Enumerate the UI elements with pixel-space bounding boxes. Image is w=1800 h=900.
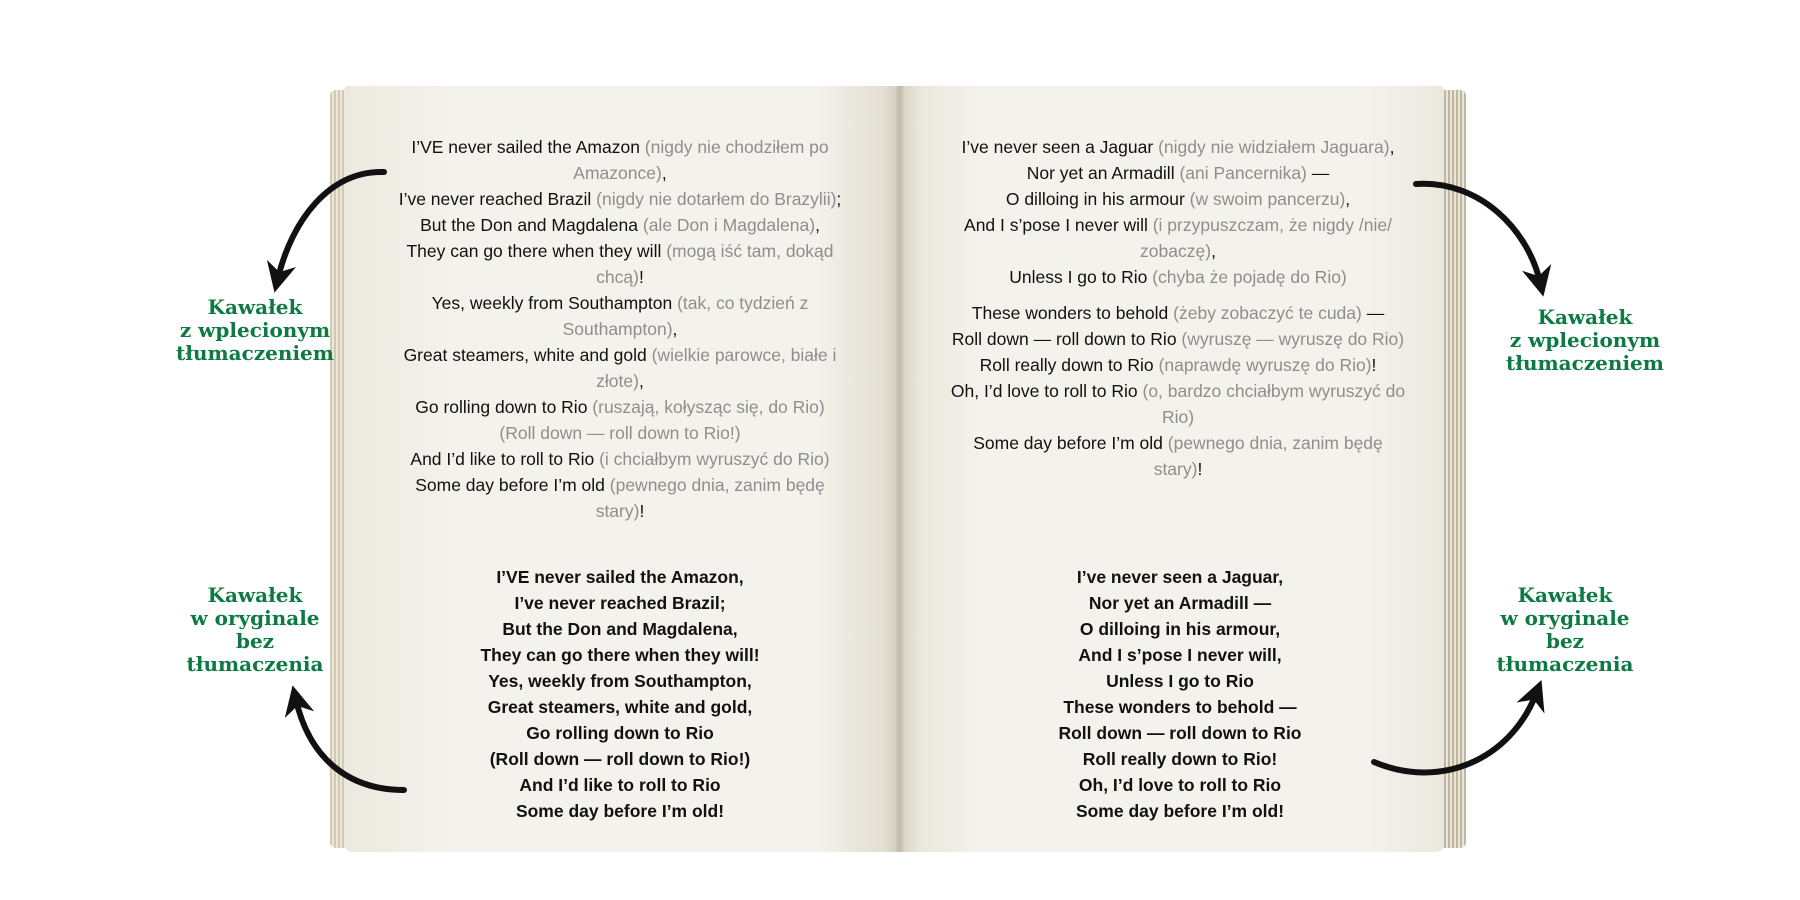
- english-text: Some day before I’m old: [973, 433, 1168, 453]
- verse-line: [390, 446, 850, 472]
- punctuation: !: [1371, 355, 1377, 375]
- polish-translation: (tak, co tydzień z Southampton): [562, 293, 809, 339]
- polish-translation: (ani Pancernika): [1179, 163, 1307, 183]
- polish-translation: (i przypuszczam, że nigdy /nie/ zobaczę): [1140, 215, 1392, 261]
- english-text: Roll down — roll down to Rio: [951, 329, 1182, 349]
- original-line: I’ve never reached Brazil;: [514, 593, 726, 613]
- label-line: bez: [1545, 629, 1585, 653]
- verse-line: [948, 326, 1408, 352]
- english-text: But the Don and Magdalena: [420, 215, 643, 235]
- original-line: And I s’pose I never will,: [1078, 645, 1282, 665]
- original-line: Some day before I’m old!: [1075, 801, 1285, 821]
- english-text: I’VE never sailed the Amazon: [411, 137, 645, 157]
- english-text: These wonders to behold: [971, 303, 1174, 323]
- english-text: Yes, weekly from Southampton: [431, 293, 678, 313]
- english-text: Go rolling down to Rio: [415, 397, 593, 417]
- punctuation: ,: [661, 163, 667, 183]
- punctuation: !: [639, 501, 645, 521]
- punctuation: ,: [1211, 241, 1216, 261]
- verse-line: [948, 430, 1408, 482]
- polish-translation: (wyruszę — wyruszę do Rio): [1181, 329, 1405, 349]
- original-line: I’ve never seen a Jaguar,: [1076, 567, 1284, 587]
- stanza-gap: [948, 290, 1408, 300]
- original-line: These wonders to behold —: [1063, 697, 1297, 717]
- polish-translation: (naprawdę wyruszę do Rio): [1158, 355, 1372, 375]
- verse-line: [948, 134, 1408, 160]
- verse-line: [390, 290, 850, 342]
- right-original-verse: [980, 564, 1380, 824]
- original-line: Some day before I’m old!: [515, 801, 725, 821]
- original-line: But the Don and Magdalena,: [502, 619, 738, 639]
- original-line: Yes, weekly from Southampton,: [488, 671, 752, 691]
- label-original-right: [1470, 584, 1660, 676]
- verse-line: [948, 212, 1408, 264]
- label-line: z wplecionym: [1509, 328, 1661, 352]
- original-line: They can go there when they will!: [480, 645, 760, 665]
- polish-translation: (ruszają, kołysząc się, do Rio): [592, 397, 825, 417]
- verse-line: [948, 352, 1408, 378]
- english-text: Oh, I’d love to roll to Rio: [950, 381, 1143, 401]
- label-line: tłumaczeniem: [1506, 351, 1664, 375]
- verse-line: [948, 378, 1408, 430]
- polish-translation: (mogą iść tam, dokąd chcą): [596, 241, 834, 287]
- punctuation: ,: [672, 319, 678, 339]
- polish-translation: (ale Don i Magdalena): [642, 215, 816, 235]
- polish-translation: (o, bardzo chciałbym wyruszyć do Rio): [1142, 381, 1406, 427]
- original-line: Nor yet an Armadill —: [1088, 593, 1272, 613]
- label-line: w oryginale: [1500, 606, 1630, 630]
- original-line: O dilloing in his armour,: [1079, 619, 1281, 639]
- english-text: Roll really down to Rio: [979, 355, 1159, 375]
- verse-line: [390, 186, 850, 212]
- polish-translation: (i chciałbym wyruszyć do Rio): [599, 449, 830, 469]
- english-text: I’ve never reached Brazil: [398, 189, 597, 209]
- punctuation: ;: [836, 189, 842, 209]
- verse-line: [390, 134, 850, 186]
- english-text: Great steamers, white and gold: [403, 345, 652, 365]
- verse-line: [948, 300, 1408, 326]
- punctuation: !: [638, 267, 644, 287]
- polish-translation: (chyba że pojadę do Rio): [1152, 267, 1347, 287]
- punctuation: ,: [815, 215, 820, 235]
- label-line: bez: [235, 629, 275, 653]
- english-text: They can go there when they will: [406, 241, 667, 261]
- english-text: And I’d like to roll to Rio: [410, 449, 600, 469]
- original-line: Unless I go to Rio: [1106, 671, 1254, 691]
- verse-line: [390, 472, 850, 524]
- label-line: Kawałek: [207, 583, 303, 607]
- verse-line: [390, 342, 850, 394]
- verse-line: [390, 238, 850, 290]
- english-text: O dilloing in his armour: [1005, 189, 1190, 209]
- polish-translation: (pewnego dnia, zanim będę stary): [1153, 433, 1383, 479]
- polish-translation: (wielkie parowce, białe i złote): [596, 345, 837, 391]
- label-line: Kawałek: [1517, 583, 1613, 607]
- punctuation: ,: [1345, 189, 1351, 209]
- english-text: I’ve never seen a Jaguar: [961, 137, 1159, 157]
- left-original-verse: [420, 564, 820, 824]
- english-text: Nor yet an Armadill: [1026, 163, 1180, 183]
- polish-translation: (nigdy nie chodziłem po Amazonce): [573, 137, 829, 183]
- original-line: I’VE never sailed the Amazon,: [496, 567, 744, 587]
- punctuation: —: [1361, 303, 1385, 323]
- punctuation: ,: [638, 371, 644, 391]
- verse-line: [390, 212, 850, 238]
- original-line: Oh, I’d love to roll to Rio: [1078, 775, 1282, 795]
- verse-line: [390, 394, 850, 420]
- polish-translation: (Roll down — roll down to Rio!): [499, 423, 741, 443]
- verse-line: [390, 420, 850, 446]
- polish-translation: (w swoim pancerzu): [1189, 189, 1346, 209]
- label-line: tłumaczenia: [1496, 652, 1634, 676]
- verse-line: [948, 186, 1408, 212]
- polish-translation: (żeby zobaczyć te cuda): [1173, 303, 1362, 323]
- original-line: And I’d like to roll to Rio: [519, 775, 721, 795]
- polish-translation: (nigdy nie widziałem Jaguara): [1158, 137, 1390, 157]
- original-line: (Roll down — roll down to Rio!): [489, 749, 751, 769]
- english-text: Some day before I’m old: [415, 475, 610, 495]
- left-interwoven-verse: [390, 134, 850, 524]
- punctuation: ,: [1389, 137, 1395, 157]
- label-interwoven-left: [150, 296, 360, 365]
- label-line: w oryginale: [190, 606, 320, 630]
- label-line: z wplecionym: [179, 318, 331, 342]
- verse-line: [948, 264, 1408, 290]
- polish-translation: (nigdy nie dotarłem do Brazylii): [596, 189, 837, 209]
- original-line: Great steamers, white and gold,: [487, 697, 753, 717]
- book-spine: [896, 86, 904, 852]
- label-line: tłumaczenia: [186, 652, 324, 676]
- punctuation: !: [1197, 459, 1203, 479]
- label-line: Kawałek: [1537, 305, 1633, 329]
- label-line: tłumaczeniem: [176, 341, 334, 365]
- right-interwoven-verse: [948, 134, 1408, 482]
- label-original-left: [160, 584, 350, 676]
- english-text: And I s’pose I never will: [964, 215, 1153, 235]
- label-line: Kawałek: [207, 295, 303, 319]
- verse-line: [948, 160, 1408, 186]
- label-interwoven-right: [1480, 306, 1690, 375]
- polish-translation: (pewnego dnia, zanim będę stary): [595, 475, 825, 521]
- english-text: Unless I go to Rio: [1009, 267, 1153, 287]
- punctuation: —: [1306, 163, 1330, 183]
- right-page-edges: [1442, 90, 1466, 848]
- original-line: Roll really down to Rio!: [1082, 749, 1278, 769]
- original-line: Go rolling down to Rio: [526, 723, 714, 743]
- original-line: Roll down — roll down to Rio: [1058, 723, 1302, 743]
